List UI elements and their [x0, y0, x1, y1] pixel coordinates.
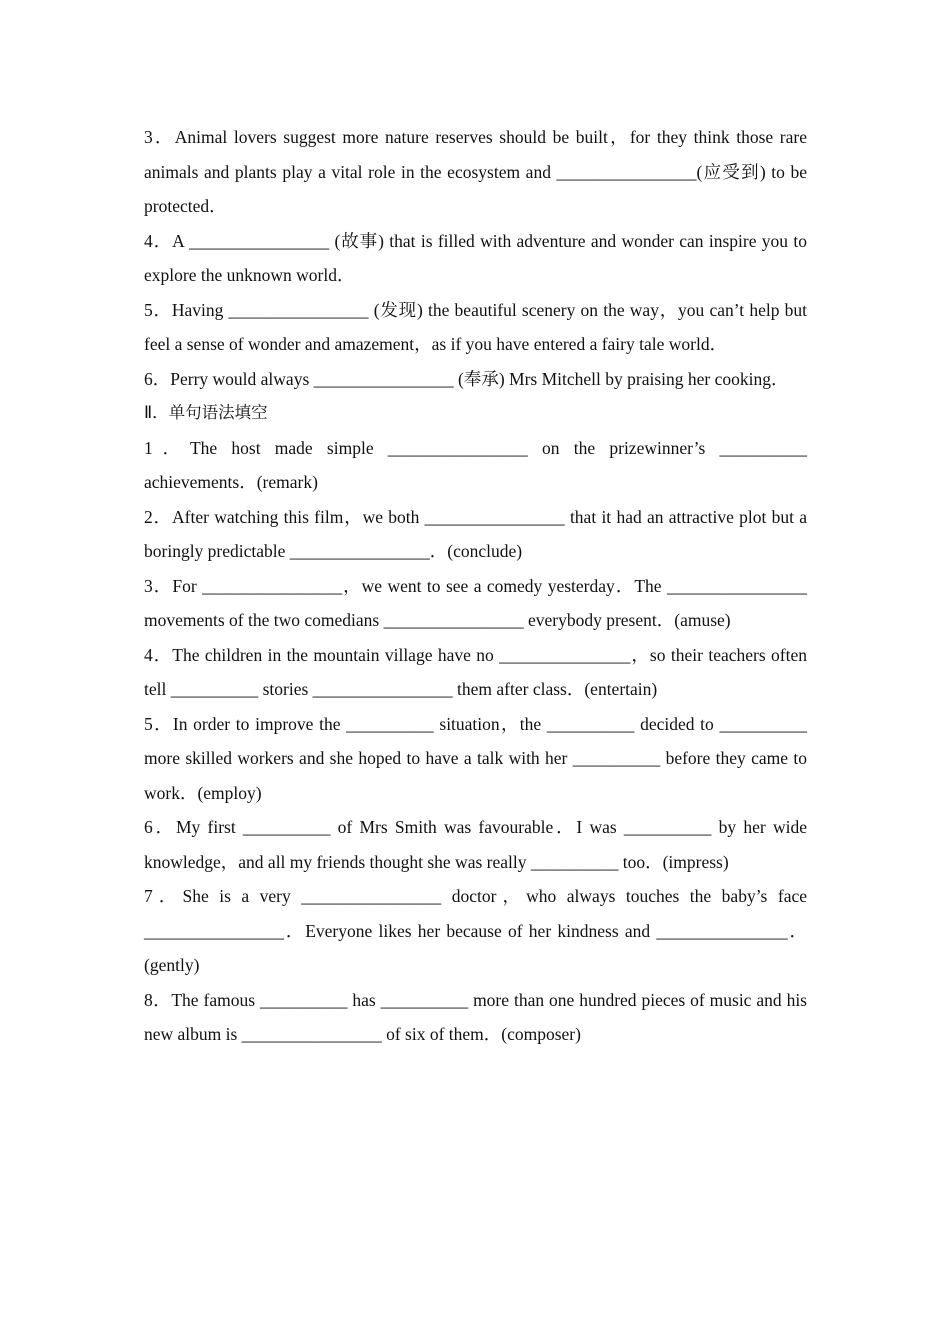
grammar-item-8: 8．The famous __________ has __________ more than one hundred pieces of music and his new album is ________________ of six of them．(composer) — [144, 989, 807, 1044]
exercise-item-4: 4．A ________________ (故事) that is filled with adventure and wonder can inspire you to explore the unknown world． — [144, 230, 807, 285]
grammar-item-4: 4．The children in the mountain village have no _______________，so their teachers often tell __________ stories ________________ them after class．(entertain) — [144, 644, 807, 699]
grammar-item-1: 1．The host made simple ________________ on the prizewinner’s __________ achievements．(remark) — [144, 437, 807, 492]
grammar-item-3: 3．For ________________，we went to see a comedy yesterday．The ________________ movements of the two comedians ________________ everybody present．(amuse) — [144, 575, 807, 630]
exercise-item-5: 5．Having ________________ (发现) the beautiful scenery on the way，you can’t help but feel a sense of wonder and amazement，as if you have entered a fairy tale world． — [144, 299, 807, 354]
grammar-item-7: 7．She is a very ________________ doctor，who always touches the baby’s face ________________．Everyone likes her because of her kindness and _______________．(gently) — [144, 886, 807, 975]
grammar-item-6: 6．My first __________ of Mrs Smith was favourable．I was __________ by her wide knowledge，and all my friends thought she was really __________ too．(impress) — [144, 817, 807, 872]
exercise-item-3: 3．Animal lovers suggest more nature reserves should be built，for they think those rare animals and plants play a vital role in the ecosystem and ________________(应受到) to be protected． — [144, 127, 807, 216]
grammar-item-5: 5．In order to improve the __________ situation，the __________ decided to __________ more skilled workers and she hoped to have a talk with her __________ before they came to work．(employ) — [144, 713, 807, 803]
exercise-item-6: 6．Perry would always ________________ (奉承) Mrs Mitchell by praising her cooking． — [144, 368, 789, 389]
worksheet — [144, 120, 807, 1052]
section-heading: Ⅱ．单句语法填空 — [144, 403, 268, 422]
grammar-item-2: 2．After watching this film，we both ________________ that it had an attractive plot but a boringly predictable ________________．(conclude) — [144, 506, 807, 561]
